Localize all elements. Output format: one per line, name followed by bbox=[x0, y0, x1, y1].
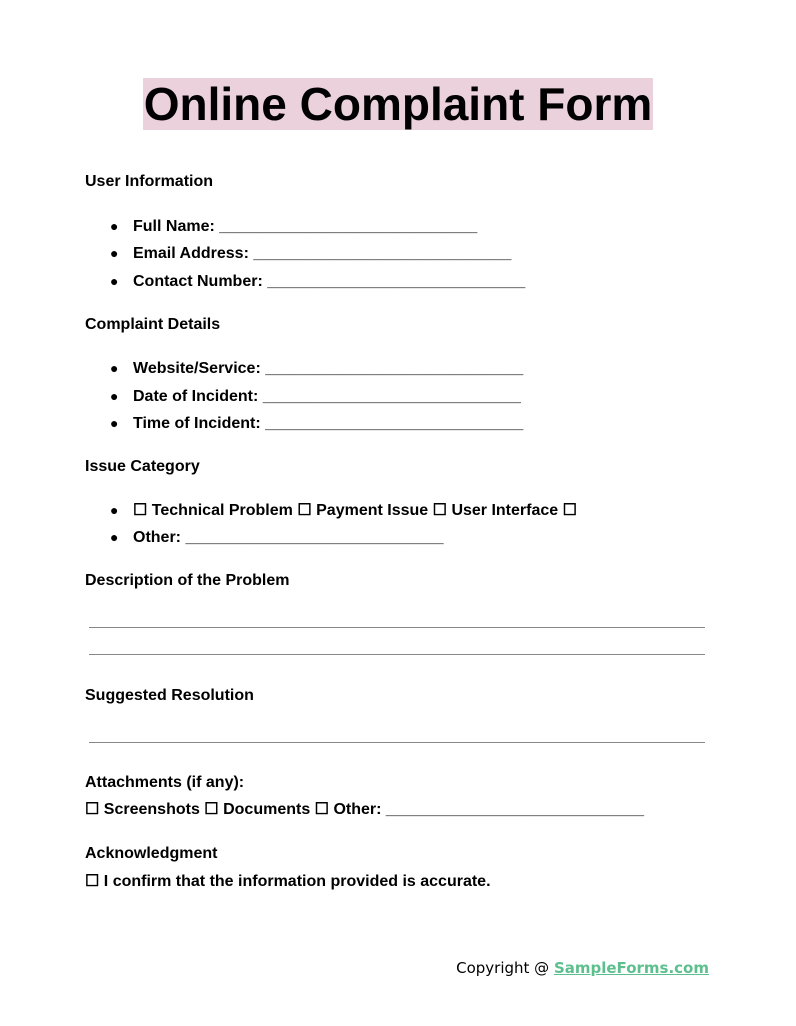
field-label: Time of Incident: bbox=[133, 415, 261, 432]
blank-line[interactable]: _____________________________ bbox=[265, 415, 524, 432]
section-heading-description: Description of the Problem bbox=[85, 572, 290, 589]
checkbox-documents[interactable] bbox=[204, 801, 310, 818]
field-label: Contact Number: bbox=[133, 273, 263, 290]
field-website-service[interactable] bbox=[110, 358, 523, 379]
field-date-of-incident[interactable] bbox=[110, 386, 521, 407]
bullet-icon: ● bbox=[110, 245, 119, 261]
blank-line[interactable]: _____________________________ bbox=[265, 360, 524, 377]
option-label: User Interface bbox=[451, 502, 559, 519]
bullet-icon: ● bbox=[110, 360, 119, 376]
attachments-options bbox=[85, 800, 644, 820]
footer-copyright bbox=[456, 958, 709, 978]
sampleforms-link[interactable]: SampleForms.com bbox=[553, 959, 709, 977]
blank-line[interactable]: _____________________________ bbox=[219, 218, 478, 235]
field-email-address[interactable] bbox=[110, 243, 511, 264]
field-contact-number[interactable] bbox=[110, 271, 525, 292]
issue-category-options bbox=[110, 500, 577, 521]
bullet-icon: ● bbox=[110, 529, 119, 545]
checkbox-payment-issue[interactable] bbox=[297, 502, 428, 519]
checkbox-attachment-other[interactable] bbox=[315, 801, 382, 818]
bullet-icon: ● bbox=[110, 415, 119, 431]
blank-line[interactable]: _____________________________ bbox=[253, 245, 512, 262]
section-heading-suggested-resolution: Suggested Resolution bbox=[85, 687, 254, 704]
section-heading-issue-category: Issue Category bbox=[85, 458, 200, 475]
checkbox-other[interactable] bbox=[563, 502, 577, 519]
checkbox-acknowledgment[interactable] bbox=[85, 872, 491, 892]
field-full-name[interactable] bbox=[110, 216, 477, 237]
option-label: Technical Problem bbox=[151, 502, 293, 519]
blank-line[interactable]: _____________________________ bbox=[385, 801, 644, 818]
copyright-text: Copyright @ bbox=[456, 959, 554, 977]
bullet-icon: ● bbox=[110, 388, 119, 404]
checkbox-icon: ☐ bbox=[562, 502, 577, 519]
option-label: Documents bbox=[223, 801, 311, 818]
field-time-of-incident[interactable] bbox=[110, 413, 523, 434]
section-heading-attachments: Attachments (if any): bbox=[85, 774, 245, 791]
section-heading-complaint-details: Complaint Details bbox=[85, 316, 221, 333]
field-label: Other: bbox=[133, 529, 181, 546]
option-label: Screenshots bbox=[103, 801, 200, 818]
checkbox-icon: ☐ bbox=[85, 873, 100, 890]
checkbox-icon: ☐ bbox=[133, 502, 148, 519]
resolution-line[interactable] bbox=[89, 742, 705, 743]
checkbox-technical-problem[interactable] bbox=[133, 502, 293, 519]
checkbox-screenshots[interactable] bbox=[85, 801, 200, 818]
checkbox-user-interface[interactable] bbox=[433, 502, 559, 519]
description-line-2[interactable] bbox=[89, 654, 705, 655]
checkbox-icon: ☐ bbox=[85, 801, 100, 818]
section-heading-user-information: User Information bbox=[85, 173, 214, 190]
checkbox-icon: ☐ bbox=[432, 502, 447, 519]
bullet-icon: ● bbox=[110, 218, 119, 234]
bullet-icon: ● bbox=[110, 273, 119, 289]
field-label: Email Address: bbox=[133, 245, 249, 262]
field-issue-other[interactable] bbox=[110, 527, 444, 548]
field-label: Website/Service: bbox=[133, 360, 261, 377]
acknowledgment-statement: I confirm that the information provided is accurate. bbox=[103, 873, 491, 890]
description-line-1[interactable] bbox=[89, 627, 705, 628]
field-label: Full Name: bbox=[133, 218, 215, 235]
checkbox-icon: ☐ bbox=[314, 801, 330, 818]
section-heading-acknowledgment: Acknowledgment bbox=[85, 845, 218, 862]
title-container bbox=[0, 78, 796, 130]
blank-line[interactable]: _____________________________ bbox=[262, 388, 521, 405]
blank-line[interactable]: _____________________________ bbox=[185, 529, 444, 546]
option-label: Payment Issue bbox=[316, 502, 429, 519]
checkbox-icon: ☐ bbox=[297, 502, 312, 519]
bullet-icon: ● bbox=[110, 502, 119, 518]
field-label: Date of Incident: bbox=[133, 388, 259, 405]
checkbox-icon: ☐ bbox=[204, 801, 219, 818]
page-title: Online Complaint Form bbox=[143, 78, 653, 130]
blank-line[interactable]: _____________________________ bbox=[267, 273, 526, 290]
option-label: Other: bbox=[333, 801, 382, 818]
